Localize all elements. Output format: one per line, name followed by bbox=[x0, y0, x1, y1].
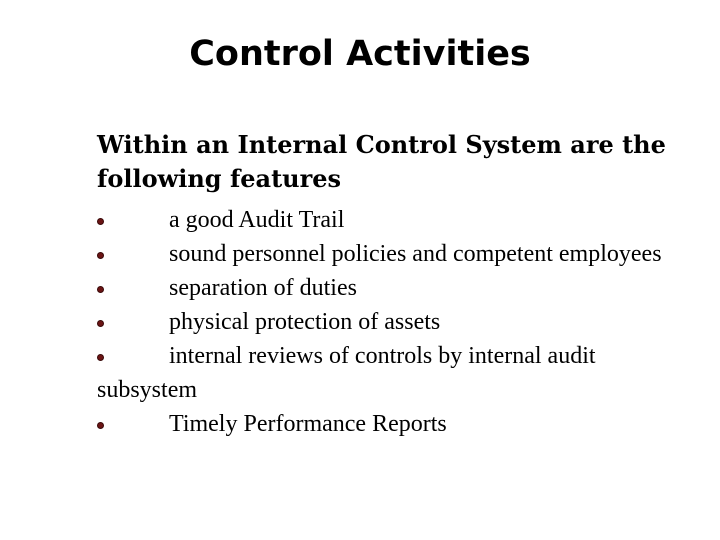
bullet-dot-icon bbox=[97, 218, 104, 225]
bullet-dot-icon bbox=[97, 422, 104, 429]
bullet-item bbox=[97, 407, 697, 441]
bullet-item bbox=[97, 237, 697, 271]
bullet-text: separation of duties bbox=[169, 275, 357, 301]
bullet-text: internal reviews of controls by internal audit subsystem bbox=[97, 343, 596, 403]
bullet-text: Timely Performance Reports bbox=[169, 411, 447, 437]
intro-text: Within an Internal Control System are the following features bbox=[97, 130, 666, 193]
bullet-text: physical protection of assets bbox=[169, 309, 441, 335]
bullet-dot-icon bbox=[97, 354, 104, 361]
bullet-item bbox=[97, 339, 697, 407]
bullet-item bbox=[97, 305, 697, 339]
bullet-item bbox=[97, 203, 697, 237]
bullet-dot-icon bbox=[97, 252, 104, 259]
bullet-text: sound personnel policies and competent employees bbox=[169, 241, 662, 267]
bullet-dot-icon bbox=[97, 286, 104, 293]
bullet-item bbox=[97, 271, 697, 305]
bullet-dot-icon bbox=[97, 320, 104, 327]
bullet-list bbox=[97, 203, 697, 441]
slide-title: Control Activities bbox=[189, 34, 531, 74]
bullet-text: a good Audit Trail bbox=[169, 207, 345, 233]
